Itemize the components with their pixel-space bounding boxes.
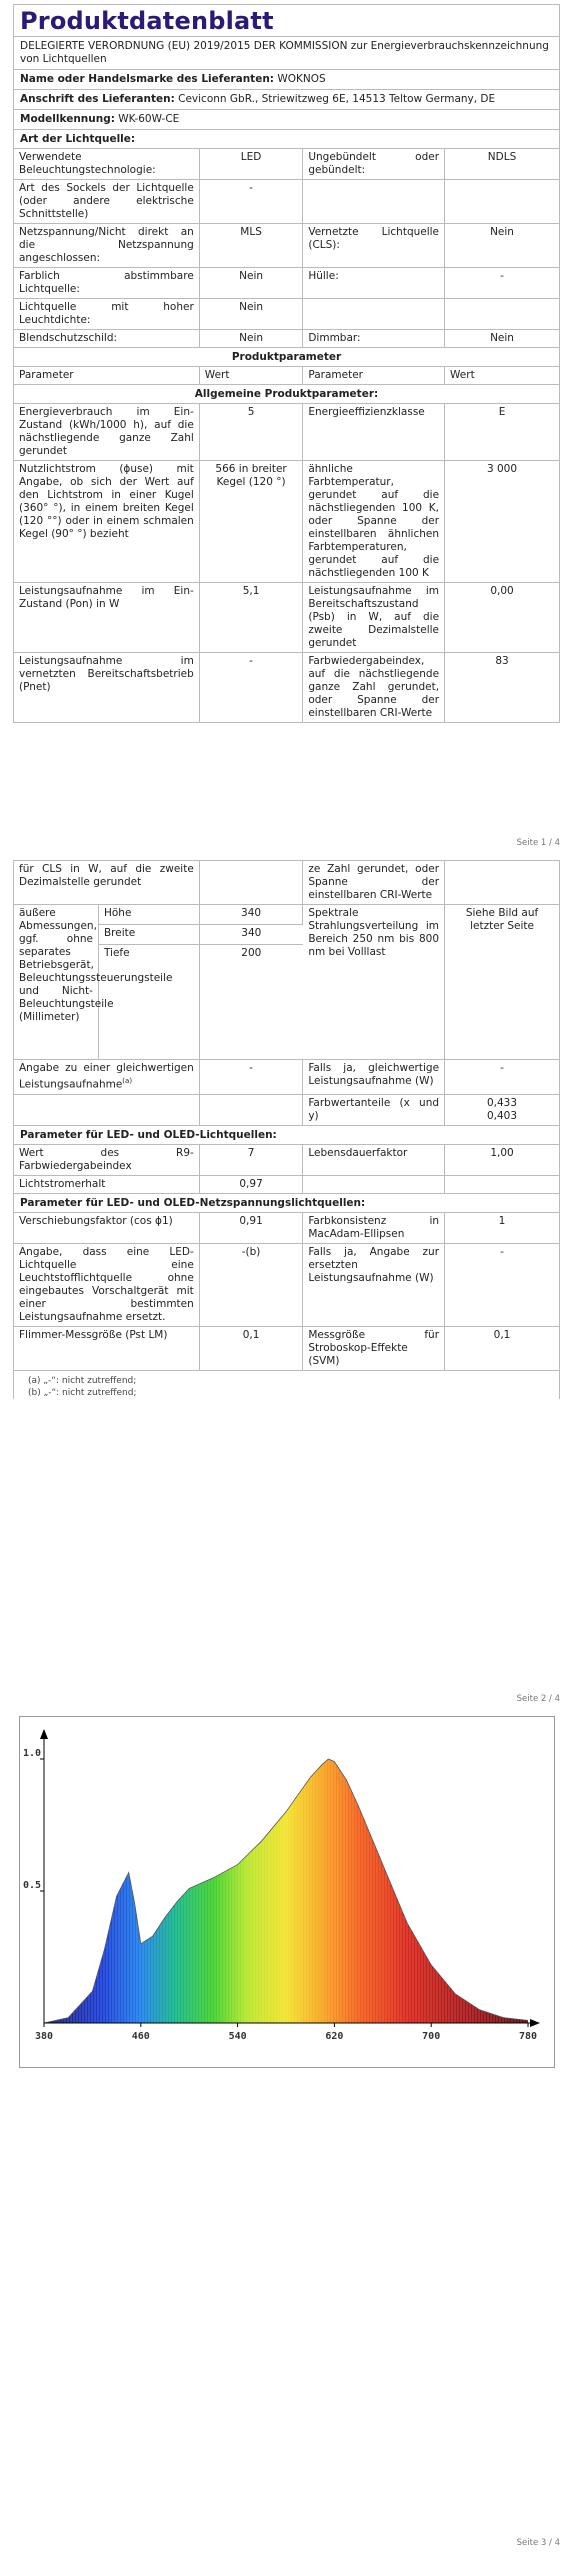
spectral-label: Spektrale Strahlungsverteilung im Bereich 250 nm bis 800 nm bei Volllast bbox=[303, 905, 445, 1060]
cell: Flimmer-Messgröße (Pst LM) bbox=[14, 1326, 199, 1370]
supplier-address-value: Ceviconn GbR., Striewitzweg 6E, 14513 Teltow Germany, DE bbox=[178, 93, 496, 105]
cell: für CLS in W, auf die zweite Dezimalstelle gerundet bbox=[14, 861, 199, 905]
cell bbox=[445, 1175, 559, 1193]
spectrum-chart-frame bbox=[19, 1716, 555, 2068]
cell: Verwendete Beleuchtungstechnologie: bbox=[14, 149, 199, 180]
mains-params-header: Parameter für LED- und OLED-Netzspannungslichtquellen: bbox=[14, 1194, 559, 1213]
x-tick-label: 620 bbox=[325, 2031, 344, 2042]
cell: Leistungsaufnahme im Ein-Zustand (Pon) in W bbox=[14, 583, 199, 653]
cell: NDLS bbox=[445, 149, 559, 180]
y-axis-arrow bbox=[40, 1729, 48, 1739]
cell: Leistungsaufnahme im Bereitschaftszustand (Psb) in W, auf die zweite Dezimalstelle gerundet bbox=[303, 583, 445, 653]
cell bbox=[303, 299, 445, 330]
dimension-name: Breite bbox=[98, 924, 199, 944]
table-row bbox=[14, 1094, 559, 1125]
cell: Leistungsaufnahme im vernetzten Bereitschaftsbetrieb (Pnet) bbox=[14, 653, 199, 723]
cell bbox=[445, 861, 559, 905]
cell: 1,00 bbox=[445, 1145, 559, 1176]
table-row bbox=[14, 1326, 559, 1370]
cell: Wert des R9-Farbwiedergabeindex bbox=[14, 1145, 199, 1176]
column-header-table bbox=[14, 367, 559, 385]
cell: 5,1 bbox=[199, 583, 303, 653]
dimension-name: Höhe bbox=[98, 905, 199, 924]
cell: Art des Sockels der Lichtquelle (oder andere elektrische Schnittstelle) bbox=[14, 180, 199, 224]
x-tick-label: 700 bbox=[422, 2031, 441, 2042]
dimensions-label: äußere Abmessungen, ggf. ohne separates Betriebsgerät, Beleuchtungssteuerungsteile und Nicht-Beleuchtungsteile (Millimeter) bbox=[14, 905, 98, 1060]
table-row bbox=[14, 1175, 559, 1193]
cell: Hülle: bbox=[303, 268, 445, 299]
cell: Netzspannung/Nicht direkt an die Netzspannung angeschlossen: bbox=[14, 224, 199, 268]
light-source-header: Art der Lichtquelle: bbox=[14, 130, 559, 149]
general-params-table bbox=[14, 404, 559, 723]
page-1 bbox=[0, 0, 572, 860]
continued-table bbox=[14, 861, 559, 905]
cell: Lebensdauerfaktor bbox=[303, 1145, 445, 1176]
page-title: Produktdatenblatt bbox=[14, 5, 559, 37]
cell bbox=[14, 1094, 199, 1125]
supplier-address-row bbox=[14, 90, 559, 110]
spectrum-chart bbox=[20, 1717, 554, 2067]
cell: - bbox=[445, 1060, 559, 1094]
table-row bbox=[14, 1145, 559, 1176]
cell: 566 in breiter Kegel (120 °) bbox=[199, 461, 303, 583]
model-label: Modellkennung: bbox=[20, 113, 115, 125]
equiv-label: Angabe zu einer gleichwertigen Leistungsaufnahme bbox=[19, 1062, 194, 1091]
cell: LED bbox=[199, 149, 303, 180]
table-row bbox=[14, 149, 559, 180]
cell: 0,1 bbox=[445, 1326, 559, 1370]
column-header: Wert bbox=[199, 367, 303, 385]
column-header: Wert bbox=[445, 367, 559, 385]
cell: Energieeffizienzklasse bbox=[303, 404, 445, 461]
table-row bbox=[14, 268, 559, 299]
cell: Farblich abstimmbare Lichtquelle: bbox=[14, 268, 199, 299]
table-row bbox=[14, 653, 559, 723]
table-row bbox=[14, 583, 559, 653]
light-source-table bbox=[14, 149, 559, 348]
cell: - bbox=[445, 1243, 559, 1326]
model-value: WK-60W-CE bbox=[118, 113, 180, 125]
cell: Falls ja, Angabe zur ersetzten Leistungsaufnahme (W) bbox=[303, 1243, 445, 1326]
cell: - bbox=[199, 1060, 303, 1094]
cell bbox=[199, 861, 303, 905]
plot-area bbox=[23, 1729, 540, 2042]
chroma-y: 0,403 bbox=[486, 1109, 518, 1122]
cell bbox=[303, 1175, 445, 1193]
model-row bbox=[14, 110, 559, 130]
cell: Farbkonsistenz in MacAdam-Ellipsen bbox=[303, 1213, 445, 1244]
cell: Nein bbox=[445, 224, 559, 268]
x-axis-arrow bbox=[530, 2019, 540, 2027]
cell: Ungebündelt oder gebündelt: bbox=[303, 149, 445, 180]
cell: 0,91 bbox=[199, 1213, 303, 1244]
supplier-address-label: Anschrift des Lieferanten: bbox=[20, 93, 175, 105]
cell: 0,00 bbox=[445, 583, 559, 653]
cell: Nein bbox=[445, 330, 559, 348]
footnote: (b) „-“: nicht zutreffend; bbox=[28, 1387, 137, 1398]
cell: 0,1 bbox=[199, 1326, 303, 1370]
chroma-x: 0,433 bbox=[486, 1096, 518, 1109]
cell: Vernetzte Lichtquelle (CLS): bbox=[303, 224, 445, 268]
cell: Falls ja, gleichwertige Leistungsaufnahme (W) bbox=[303, 1060, 445, 1094]
cell bbox=[303, 180, 445, 224]
cell bbox=[445, 299, 559, 330]
cell: Angabe, dass eine LED-Lichtquelle eine Leuchtstofflichtquelle ohne eingebautes Vorschaltgerät mit einer bestimmten Leistungsaufnahme ersetzt. bbox=[14, 1243, 199, 1326]
cell: 5 bbox=[199, 404, 303, 461]
table-row bbox=[14, 330, 559, 348]
equivalent-table bbox=[14, 1060, 559, 1126]
dimensions-table bbox=[14, 905, 559, 1060]
x-tick-label: 460 bbox=[131, 2031, 150, 2042]
cell: -(b) bbox=[199, 1243, 303, 1326]
cell bbox=[445, 180, 559, 224]
page-number: Seite 2 / 4 bbox=[516, 1694, 560, 1704]
table-row bbox=[14, 905, 559, 924]
dimension-value: 200 bbox=[199, 945, 303, 1060]
cell: 83 bbox=[445, 653, 559, 723]
table-row bbox=[14, 299, 559, 330]
table-row bbox=[14, 180, 559, 224]
cell: - bbox=[199, 180, 303, 224]
cell: MLS bbox=[199, 224, 303, 268]
cell: Lichtquelle mit hoher Leuchtdichte: bbox=[14, 299, 199, 330]
general-params-header: Allgemeine Produktparameter: bbox=[14, 385, 559, 404]
cell bbox=[199, 1094, 303, 1125]
cell: 3 000 bbox=[445, 461, 559, 583]
footnotes bbox=[14, 1371, 559, 1399]
table-row bbox=[14, 1243, 559, 1326]
supplier-name-value: WOKNOS bbox=[277, 73, 326, 85]
cell: - bbox=[199, 653, 303, 723]
cell: Nutzlichtstrom (ϕuse) mit Angabe, ob sich der Wert auf den Lichtstrom in einer Kugel (360° °), in einem breiten Kegel (120 °°) oder in einem schmalen Kegel (90° °) bezieht bbox=[14, 461, 199, 583]
cell: Blendschutzschild: bbox=[14, 330, 199, 348]
cell bbox=[445, 1094, 559, 1125]
page-2 bbox=[0, 860, 572, 1716]
dimension-value: 340 bbox=[199, 924, 303, 944]
page-number: Seite 3 / 4 bbox=[516, 2538, 560, 2548]
datasheet-page-2 bbox=[13, 860, 560, 1399]
footnote: (a) „-“: nicht zutreffend; bbox=[28, 1375, 137, 1386]
spectral-value: Siehe Bild auf letzter Seite bbox=[445, 905, 559, 1060]
cell: Verschiebungsfaktor (cos ϕ1) bbox=[14, 1213, 199, 1244]
table-row bbox=[14, 367, 559, 385]
table-row bbox=[14, 861, 559, 905]
cell bbox=[14, 1060, 199, 1094]
cell: 1 bbox=[445, 1213, 559, 1244]
dimension-value: 340 bbox=[199, 905, 303, 924]
supplier-name-label: Name oder Handelsmarke des Lieferanten: bbox=[20, 73, 274, 85]
cell: Dimmbar: bbox=[303, 330, 445, 348]
x-tick-label: 380 bbox=[34, 2031, 54, 2042]
y-tick-label: 0.5 bbox=[23, 1880, 42, 1891]
cell: Nein bbox=[199, 299, 303, 330]
mains-params-table bbox=[14, 1213, 559, 1371]
x-tick-label: 540 bbox=[228, 2031, 247, 2042]
footnote-ref: (a) bbox=[122, 1077, 133, 1085]
cell: Energieverbrauch im Ein-Zustand (kWh/1000 h), auf die nächstliegende ganze Zahl gerundet bbox=[14, 404, 199, 461]
datasheet-page-1 bbox=[13, 4, 560, 723]
cell: ähnliche Farbtemperatur, gerundet auf die nächstliegenden 100 K, oder Spanne der einstellbaren ähnlichen Farbtemperaturen, gerundet auf die nächstliegenden 100 K bbox=[303, 461, 445, 583]
product-params-header: Produktparameter bbox=[14, 348, 559, 367]
y-tick-label: 1.0 bbox=[23, 1748, 42, 1759]
cell: Lichtstromerhalt bbox=[14, 1175, 199, 1193]
table-row bbox=[14, 404, 559, 461]
led-params-table bbox=[14, 1145, 559, 1194]
cell: E bbox=[445, 404, 559, 461]
table-row bbox=[14, 461, 559, 583]
table-row bbox=[14, 1213, 559, 1244]
cell: 0,97 bbox=[199, 1175, 303, 1193]
cell: Farbwertanteile (x und y) bbox=[303, 1094, 445, 1125]
cell: Nein bbox=[199, 268, 303, 299]
table-row bbox=[14, 224, 559, 268]
table-row bbox=[14, 1060, 559, 1094]
supplier-name-row bbox=[14, 70, 559, 90]
column-header: Parameter bbox=[14, 367, 199, 385]
cell: 7 bbox=[199, 1145, 303, 1176]
cell: - bbox=[445, 268, 559, 299]
cell: Farbwiedergabeindex, auf die nächstliegende ganze Zahl gerundet, oder Spanne der einstellbaren CRI-Werte bbox=[303, 653, 445, 723]
cell: ze Zahl gerundet, oder Spanne der einstellbaren CRI-Werte bbox=[303, 861, 445, 905]
regulation-text: DELEGIERTE VERORDNUNG (EU) 2019/2015 DER KOMMISSION zur Energieverbrauchskennzeichnung von Lichtquellen bbox=[14, 37, 559, 70]
page-number: Seite 1 / 4 bbox=[516, 838, 560, 848]
x-tick-label: 780 bbox=[518, 2031, 538, 2042]
dimension-name: Tiefe bbox=[98, 945, 199, 1060]
led-params-header: Parameter für LED- und OLED-Lichtquellen: bbox=[14, 1126, 559, 1145]
cell: Messgröße für Stroboskop-Effekte (SVM) bbox=[303, 1326, 445, 1370]
column-header: Parameter bbox=[303, 367, 445, 385]
cell: Nein bbox=[199, 330, 303, 348]
